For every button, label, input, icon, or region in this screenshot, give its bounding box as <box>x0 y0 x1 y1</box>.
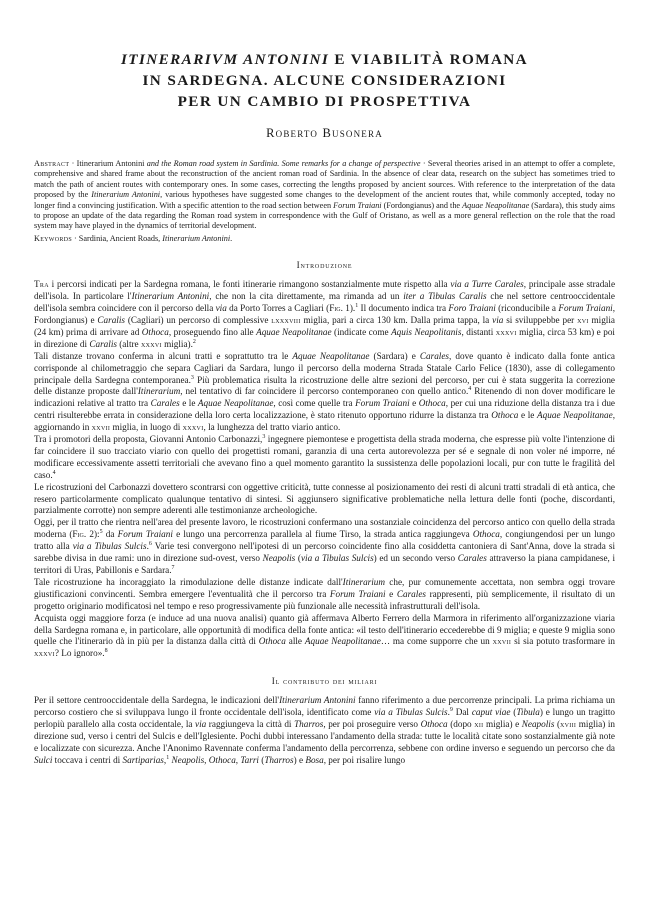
text: , dove quanto è indicato dalla fonte antica corrisponde al chilometraggio che separa Cagliari da Sardara, lungo il percorso della moderna Strada Statale Carlo Felice (1830), asse di collegamento principale della Sardegna contemporanea. <box>34 350 615 385</box>
text: da <box>102 529 118 540</box>
text: , <box>204 754 209 765</box>
text: e le <box>179 398 198 409</box>
text: ? Lo ignoro». <box>54 648 105 659</box>
paragraph <box>34 434 615 482</box>
abstract-italic: Itinerarium Antonini <box>91 190 161 200</box>
italic: via <box>215 303 227 314</box>
italic: Carales <box>419 350 450 361</box>
italic: Neapolis <box>171 754 205 765</box>
text: Tale ricostruzione ha incoraggiato la rimodulazione delle distanze indicate dall' <box>34 576 343 587</box>
italic: Neapolis <box>521 719 555 730</box>
italic: via <box>492 314 504 325</box>
text: ( <box>510 707 517 718</box>
text: che, pur comunemente accettata, non sembra oggi trovare giustificazioni convincenti. Sembra emergere l'eventualità che il percorso tra <box>34 576 615 599</box>
italic: via a Tibulas Sulcis <box>72 541 147 552</box>
text: Più problematica risulta la ricostruzione delle altre sezioni del percorso, per cui è stata suggerita la correzione delle distanze proposte dall' <box>34 374 616 397</box>
italic: Forum Traiani <box>558 303 613 314</box>
text: Tali distanze trovano conferma in alcuni tratti e soprattutto tra le <box>34 350 293 361</box>
italic: Tarri <box>240 754 259 765</box>
numeral: xxxvi <box>34 648 55 659</box>
footnote-ref: 3 <box>190 374 194 381</box>
text: ingegnere piemontese e progettista della strada moderna, che espresse più volte l'intenzione di far coincidere il suo tracciato viario con quello dei progettisti romani, garanzia di una certa autorevolezza per sé e segnale di non voler né imporre, né modificare eccessivamente assetti territoriali che avevano fino a quel momento garantito la sussistenza delle popolazioni locali, pur con tutte le fragilità del caso. <box>34 434 615 480</box>
text: ) e lungo un tragitto perlopiù parallelo alla costa occidentale, la <box>34 707 616 730</box>
text: fanno riferimento a due percorrenze principali. La prima richiama un percorso costiero che si sviluppava lungo il fronte occidentale dell'isola, identificato come <box>34 695 616 718</box>
italic: via a Turre Carales <box>450 279 524 290</box>
italic: Neapolis <box>262 553 296 564</box>
author-name: Roberto Busonera <box>266 126 383 140</box>
paragraph <box>34 613 615 661</box>
footnote-ref: 7 <box>171 564 175 571</box>
abstract-text: (Fordongianus) and the <box>381 200 463 210</box>
abstract-title: Itinerarium Antonini <box>76 159 145 168</box>
italic: Sulci <box>34 754 53 765</box>
italic: Othoca <box>141 326 169 337</box>
text: da Porto Torres a Cagliari ( <box>226 303 330 314</box>
text: miglia) e <box>483 719 522 730</box>
italic: Carales <box>457 553 487 564</box>
text: rappresenti, più semplicemente, il risultato di un progetto originario modificatosi nel tempo e reso progressivamente più funzionale alle necessità infrastrutturali dell'isola. <box>34 588 615 611</box>
italic: Carales <box>150 398 180 409</box>
text: miglia). <box>161 338 193 349</box>
text: , distanti <box>461 326 496 337</box>
italic: Othoca <box>258 636 286 647</box>
text: , nel tentativo di far coincidere il percorso contemporaneo con quello antico. <box>180 386 469 397</box>
abstract-text: · Several theories arised in an attempt to offer a complete, comprehensive and shared frame about the reconstruction of the ancient roman road of Sardinia. In the absence of clear data, research on the subject has sometimes tried to match the path of ancient routes with contemporary ones. In some cases, correcting the lengths proposed by ancient sources. With reference to the interpretation of the data proposed by the <box>34 159 615 200</box>
footnote-ref: 4 <box>468 386 472 393</box>
figure-ref: Fig. 2 <box>72 529 94 540</box>
text: … ma come supporre che un <box>380 636 493 647</box>
text: (riconducibile a <box>495 303 559 314</box>
text: e lungo una percorrenza parallela al fiume Tirso, la strada antica raggiungeva <box>172 529 473 540</box>
numeral: xxvii <box>91 422 111 433</box>
italic: Itinerarium Antonini <box>279 695 356 706</box>
text: miglia (24 km) prima di arrivare ad <box>34 314 615 337</box>
italic: Bosa <box>305 754 324 765</box>
footnote-ref: 1 <box>355 303 359 309</box>
text: miglia, circa 53 km) e poi in direzione di <box>34 326 615 349</box>
footnote-ref: 6 <box>148 541 152 548</box>
text: , aggiornando in <box>34 410 615 433</box>
keywords-italic: Itinerarium Antonini <box>162 233 231 243</box>
title-italic: ITINERARIVM ANTONINI <box>120 51 330 68</box>
italic: Itinerarium <box>137 386 181 397</box>
keywords-label: Keywords <box>34 233 72 243</box>
italic: Forum Traiani <box>355 398 410 409</box>
numeral: xxvii <box>492 636 512 647</box>
italic: Foro Traiani <box>448 303 496 314</box>
section-heading-miliari: Il contributo dei miliari <box>271 676 378 687</box>
footnote-ref: 1 <box>166 754 170 761</box>
paragraph <box>34 695 615 766</box>
text: ) e <box>293 754 306 765</box>
paragraph <box>34 351 615 434</box>
keywords <box>34 234 615 244</box>
text: , Fordongianus) e <box>34 303 616 325</box>
numeral: xxxvi <box>140 338 162 349</box>
italic: via a Tibulas Sulcis <box>374 707 448 718</box>
text: Acquista oggi maggiore forza (e induce ad una nuova analisi) quanto già affermava Alberto Ferrero della Marmora in riferimento all'organizzazione viaria della Sardegna romana e, in particolare, alle opportunità di modifica della fonte antica: «il testo dell'itinerario eccederebbe di 9 miglia; e queste 9 miglia sono quelle che l'itinerario dà in più per la distanza dalla città di <box>34 612 615 647</box>
text: Oggi, per il tratto che rientra nell'area del presente lavoro, le ricostruzioni confermano una sostanziale coincidenza del percorso antico con quello della strada moderna ( <box>34 517 615 540</box>
text: Il documento indica tra <box>358 303 449 314</box>
text: miglia, in luogo di <box>110 422 183 433</box>
italic: Itinerarium <box>342 576 386 587</box>
abstract-italic: Forum Traiani <box>333 200 382 210</box>
text: , per poi proseguire verso <box>323 719 421 730</box>
italic: Aquae Neapolitanae <box>304 636 381 647</box>
numeral: lxxxviii <box>271 314 301 325</box>
introduction-body <box>34 279 615 660</box>
figure-ref: Fig. 1 <box>329 303 350 314</box>
section-heading-introduzione: Introduzione <box>296 260 353 271</box>
italic: Othoca <box>491 410 519 421</box>
text: , così come quelle tra <box>273 398 356 409</box>
abstract-italic: Aquae Neapolitanae <box>462 200 530 210</box>
text: (Cagliari) un percorso di complessive <box>124 314 272 325</box>
text: si sia potuto trasformare in <box>511 636 615 647</box>
italic: iter a Tibulas Caralis <box>403 291 487 302</box>
text: si sviluppebbe per <box>503 314 578 325</box>
numeral: xxxvi <box>495 326 517 337</box>
text: , la lunghezza del tratto viario antico. <box>203 422 341 433</box>
text: (Sardara) e <box>369 350 420 361</box>
italic: Othoca <box>418 398 446 409</box>
footnote-ref: 3 <box>262 433 266 440</box>
numeral: xviii <box>560 719 577 730</box>
title-line3: PER UN CAMBIO DI PROSPETTIVA <box>177 93 472 110</box>
numeral: xxxvi <box>182 422 204 433</box>
abstract-sep: · <box>69 159 77 168</box>
text: , per poi risalire lungo <box>323 754 406 765</box>
text: (indicate come <box>331 326 392 337</box>
italic: caput viae <box>471 707 511 718</box>
text: e le <box>518 410 538 421</box>
abstract <box>34 159 615 232</box>
text: , <box>235 754 241 765</box>
italic: Othoca <box>472 529 500 540</box>
text: Ritenendo di non dover modificare le indicazioni relative al tratto tra <box>34 386 615 409</box>
text: i percorsi indicati per la Sardegna romana, le fonti itinerarie rimangono sostanzialmente mute rispetto alla <box>48 279 451 290</box>
text: ( <box>258 754 265 765</box>
footnote-ref: 2 <box>192 338 196 345</box>
text: toccava i centri di <box>52 754 123 765</box>
italic: Tharros <box>264 754 294 765</box>
italic: Aquis Neapolitanis <box>391 326 462 337</box>
footnote-ref: 8 <box>104 648 108 655</box>
text: Per il settore centrooccidentale della Sardegna, le indicazioni dell' <box>34 695 280 706</box>
text: Dal <box>452 707 472 718</box>
text: , congiungendosi per un lungo tratto alla <box>34 529 616 552</box>
italic: Othoca <box>420 719 448 730</box>
italic: via <box>195 719 207 730</box>
italic: Sartiparias <box>122 754 164 765</box>
keywords-end: . <box>230 233 233 243</box>
text: , che non la cita direttamente, ma rimanda ad un <box>209 291 404 302</box>
text: , proseguendo fino alle <box>168 326 257 337</box>
text: Varie tesi convergono nell'ipotesi di un percorso coincidente fino alla cosiddetta cantoniera di Sant'Anna, dove la strada si sarebbe divisa in due rami: uno in direzione sud-ovest, verso <box>34 541 616 564</box>
italic: Tharros <box>294 719 324 730</box>
title-line1-rest: E VIABILITÀ ROMANA <box>329 51 529 68</box>
text: ): <box>93 529 100 540</box>
footnote-ref: 5 <box>99 529 103 536</box>
italic: Carales <box>396 588 426 599</box>
text: , principale asse stradale dell'isola. In particolare l' <box>34 279 616 302</box>
italic: Caralis <box>97 314 125 325</box>
text: che nel settore centrooccidentale dell'isola sembra coincidere con il percorso della <box>34 291 616 314</box>
italic: Forum Traiani <box>329 588 386 599</box>
title-line2: IN SARDEGNA. ALCUNE CONSIDERAZIONI <box>142 72 507 89</box>
abstract-text: , various hypotheses have suggested some changes to the development of the ancient routes that, while commonly accepted, today no longer find a convincing justification. With a specific attention to the road section between <box>34 190 615 210</box>
text: ( <box>295 553 301 564</box>
italic: Aquae Neapolitanae <box>292 350 370 361</box>
text: alle <box>285 636 305 647</box>
text: (dopo <box>447 719 475 730</box>
article-title <box>34 0 615 112</box>
footnote-ref: 9 <box>449 707 453 714</box>
text: attraverso la piana campidanese, i territori di Uras, Pabillonis e Sardara. <box>34 553 616 575</box>
text: . <box>447 707 450 718</box>
text: , per cui una riduzione della distanza tra i due centri risulterebbe errata in considerazione della loro certa localizzazione, è stato ritenuto opportuno ridurre la distanza tra <box>34 398 615 421</box>
miliari-body <box>34 695 615 766</box>
text: , <box>163 754 167 765</box>
footnote-ref: 4 <box>52 469 56 476</box>
text: e <box>385 588 397 599</box>
italic: Aquae Neapolitanae <box>256 326 332 337</box>
italic: Tibula <box>516 707 540 718</box>
numeral: xvi <box>577 314 589 325</box>
text: raggiungeva la città di <box>206 719 295 730</box>
abstract-text: (Sardara), this study aims to propose an update of the data regarding the Roman road system in correspondence with the Gulf of Oristano, as well as a more general reflection on the role that the road system may have played in the dynamics of territorial development. <box>34 200 615 231</box>
paragraph <box>34 517 615 577</box>
text: . <box>146 541 149 552</box>
text: ). <box>349 303 356 314</box>
text: Tra i promotori della proposta, Giovanni Antonio Carbonazzi, <box>34 434 263 445</box>
italic: Itinerarium Antonini <box>131 291 210 302</box>
text: e <box>409 398 419 409</box>
lead-word: Tra <box>34 279 49 290</box>
paragraph <box>34 577 615 613</box>
italic: via a Tibulas Sulcis <box>300 553 374 564</box>
text: miglia, pari a circa 130 km. Dalla prima tappa, la <box>300 314 493 325</box>
abstract-title-italic: and the Roman road system in Sardinia. Some remarks for a change of perspective <box>144 159 421 168</box>
italic: Forum Traiani <box>117 529 173 540</box>
text: ( <box>554 719 561 730</box>
italic: Aquae Neapolitanae <box>537 410 613 421</box>
keywords-text: · Sardinia, Ancient Roads, <box>71 233 163 243</box>
italic: Caralis <box>89 338 117 349</box>
text: miglia) in direzione sud, verso i centri del Sulcis e dell'Iglesiente. Pochi dubbi interessano l'andamento della strada: tutte le località citate sono sostanzialmente già note e localizzate con sicurezza. Anche l'Anonimo Ravennate conferma l'andamento della percorrenza, sebbene con ordine inverso e seguendo un percorso che da <box>34 719 616 753</box>
italic: Othoca <box>208 754 236 765</box>
italic: Aquae Neapolitanae <box>197 398 274 409</box>
text: ) ed un secondo verso <box>373 553 458 564</box>
text: (altre <box>116 338 141 349</box>
paragraph <box>34 279 615 350</box>
numeral: xii <box>474 719 484 730</box>
paragraph: Le ricostruzioni del Carbonazzi dovettero scontrarsi con oggettive criticità, tutte connesse al posizionamento dei resti di alcuni tratti stradali di età antica, che resero particolarmente complicato qualunque tentativo di sintesi. Si aggiunsero significative problematiche nella lettura delle fonti (poche, discordanti, parzialmente corrotte) non sempre aderenti alle testimonianze archeologiche. <box>34 481 615 516</box>
abstract-label: Abstract <box>34 159 70 168</box>
